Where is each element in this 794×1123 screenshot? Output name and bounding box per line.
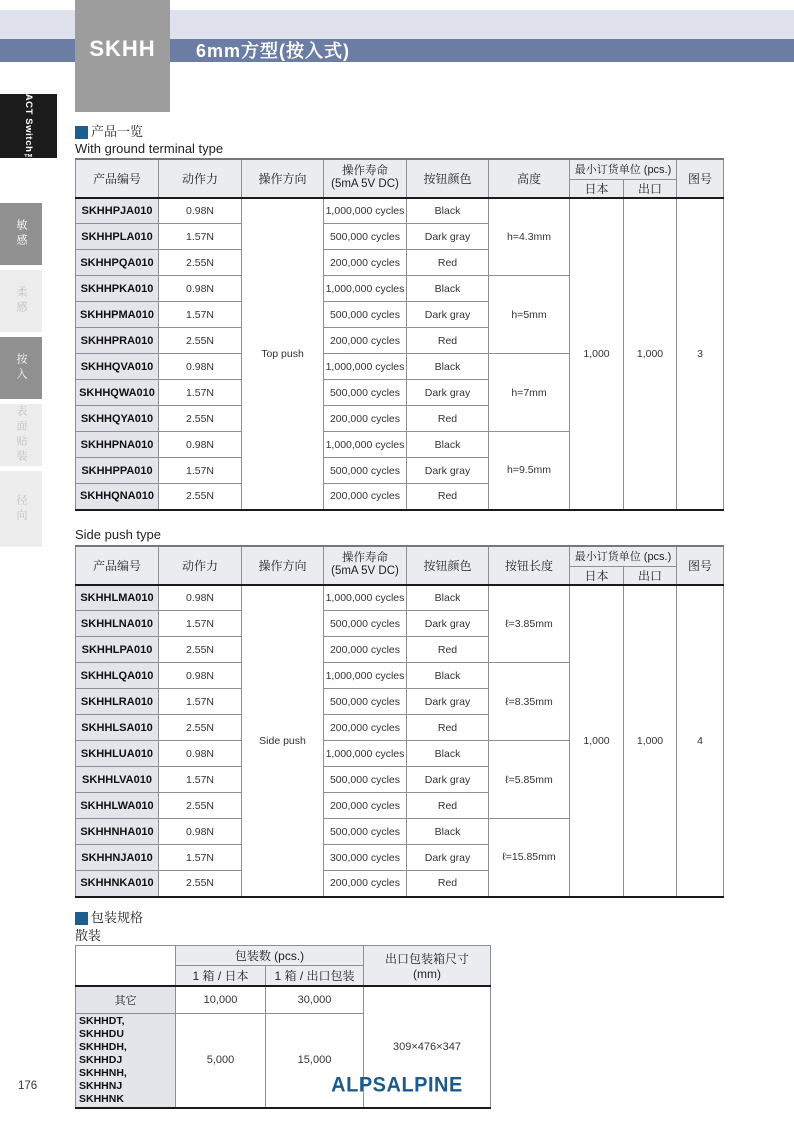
packaging-empty-header — [76, 946, 176, 987]
col-header-life: 操作寿命 (5mA 5V DC) — [324, 546, 407, 585]
life-cell: 200,000 cycles — [324, 715, 407, 741]
product-number-cell: SKHHNKA010 — [76, 871, 159, 897]
packaging-col-japan: 1 箱 / 日本 — [176, 966, 266, 987]
life-cell: 200,000 cycles — [324, 484, 407, 510]
dimension-cell: h=5mm — [489, 276, 570, 354]
color-cell: Red — [407, 328, 489, 354]
sidebar-tab-label: 表面贴装 — [15, 405, 27, 465]
col-header-japan: 日本 — [570, 179, 624, 198]
life-cell: 200,000 cycles — [324, 637, 407, 663]
color-cell: Red — [407, 715, 489, 741]
color-cell: Dark gray — [407, 302, 489, 328]
life-cell: 200,000 cycles — [324, 793, 407, 819]
min-order-export-cell: 1,000 — [624, 198, 677, 510]
figure-number-cell: 4 — [677, 585, 724, 897]
life-cell: 1,000,000 cycles — [324, 663, 407, 689]
direction-cell: Side push — [242, 585, 324, 897]
color-cell: Red — [407, 484, 489, 510]
color-cell: Black — [407, 354, 489, 380]
life-cell: 500,000 cycles — [324, 689, 407, 715]
sidebar-tab-label: 径向 — [15, 494, 27, 524]
series-box — [75, 0, 170, 112]
force-cell: 0.98N — [159, 276, 242, 302]
packaging-qty-japan: 10,000 — [176, 986, 266, 1013]
product-number-cell: SKHHPQA010 — [76, 250, 159, 276]
sidebar-tab-1[interactable] — [0, 203, 42, 265]
product-number-cell: SKHHPJA010 — [76, 198, 159, 224]
color-cell: Red — [407, 793, 489, 819]
life-cell: 500,000 cycles — [324, 224, 407, 250]
color-cell: Black — [407, 663, 489, 689]
col-header-force: 动作力 — [159, 159, 242, 198]
life-cell: 500,000 cycles — [324, 380, 407, 406]
product-number-cell: SKHHLQA010 — [76, 663, 159, 689]
color-cell: Black — [407, 585, 489, 611]
side-push-table — [75, 545, 724, 898]
life-cell: 300,000 cycles — [324, 845, 407, 871]
force-cell: 2.55N — [159, 637, 242, 663]
figure-number-cell: 3 — [677, 198, 724, 510]
life-cell: 200,000 cycles — [324, 406, 407, 432]
col-header-min-order: 最小订货单位 (pcs.) — [570, 546, 677, 566]
force-cell: 0.98N — [159, 585, 242, 611]
force-cell: 0.98N — [159, 198, 242, 224]
col-header-product-no: 产品编号 — [76, 546, 159, 585]
force-cell: 1.57N — [159, 611, 242, 637]
life-cell: 200,000 cycles — [324, 250, 407, 276]
table-row — [76, 986, 491, 1013]
bulk-subtitle: 散装 — [75, 928, 102, 943]
product-number-cell: SKHHLPA010 — [76, 637, 159, 663]
packaging-heading — [75, 911, 143, 925]
color-cell: Black — [407, 276, 489, 302]
color-cell: Black — [407, 741, 489, 767]
packaging-heading-label: 包装规格 — [91, 910, 144, 925]
color-cell: Dark gray — [407, 689, 489, 715]
ground-terminal-subtitle: With ground terminal type — [75, 141, 224, 156]
col-header-figure: 图号 — [677, 159, 724, 198]
col-header-life: 操作寿命 (5mA 5V DC) — [324, 159, 407, 198]
col-header-force: 动作力 — [159, 546, 242, 585]
min-order-export-cell: 1,000 — [624, 585, 677, 897]
force-cell: 2.55N — [159, 406, 242, 432]
force-cell: 2.55N — [159, 793, 242, 819]
color-cell: Red — [407, 406, 489, 432]
dimension-cell: ℓ=3.85mm — [489, 585, 570, 663]
life-cell: 500,000 cycles — [324, 767, 407, 793]
color-cell: Red — [407, 871, 489, 897]
col-header-figure: 图号 — [677, 546, 724, 585]
color-cell: Dark gray — [407, 611, 489, 637]
sidebar-tab-3[interactable] — [0, 337, 42, 399]
product-number-cell: SKHHPMA010 — [76, 302, 159, 328]
product-number-cell: SKHHNHA010 — [76, 819, 159, 845]
dimension-cell: ℓ=5.85mm — [489, 741, 570, 819]
force-cell: 2.55N — [159, 328, 242, 354]
life-cell: 500,000 cycles — [324, 611, 407, 637]
product-number-cell: SKHHPLA010 — [76, 224, 159, 250]
color-cell: Black — [407, 432, 489, 458]
product-number-cell: SKHHLNA010 — [76, 611, 159, 637]
product-number-cell: SKHHPNA010 — [76, 432, 159, 458]
life-cell: 1,000,000 cycles — [324, 585, 407, 611]
blue-square-icon — [75, 912, 88, 925]
color-cell: Dark gray — [407, 224, 489, 250]
force-cell: 0.98N — [159, 354, 242, 380]
packaging-qty-export: 30,000 — [266, 986, 364, 1013]
force-cell: 2.55N — [159, 250, 242, 276]
sidebar-tab-label: 按入 — [15, 353, 27, 383]
dimension-cell: h=9.5mm — [489, 432, 570, 510]
packaging-col-export: 1 箱 / 出口包装 — [266, 966, 364, 987]
packaging-box-size-header: 出口包装箱尺寸 (mm) — [364, 946, 491, 987]
life-cell: 500,000 cycles — [324, 458, 407, 484]
color-cell: Black — [407, 819, 489, 845]
force-cell: 2.55N — [159, 715, 242, 741]
life-cell: 1,000,000 cycles — [324, 276, 407, 302]
tact-switch-label: TACT Switch™ — [23, 87, 34, 165]
series-code: SKHH — [89, 36, 156, 61]
force-cell: 0.98N — [159, 741, 242, 767]
product-number-cell: SKHHPRA010 — [76, 328, 159, 354]
product-list-heading-label: 产品一览 — [91, 124, 144, 139]
dimension-cell: ℓ=15.85mm — [489, 819, 570, 897]
col-header-min-order: 最小订货单位 (pcs.) — [570, 159, 677, 179]
col-header-product-no: 产品编号 — [76, 159, 159, 198]
dimension-cell: h=4.3mm — [489, 198, 570, 276]
direction-cell: Top push — [242, 198, 324, 510]
product-number-cell: SKHHLSA010 — [76, 715, 159, 741]
product-number-cell: SKHHLVA010 — [76, 767, 159, 793]
tact-switch-category-tab[interactable] — [0, 87, 57, 165]
product-number-cell: SKHHLWA010 — [76, 793, 159, 819]
product-number-cell: SKHHPPA010 — [76, 458, 159, 484]
force-cell: 0.98N — [159, 819, 242, 845]
product-number-cell: SKHHQWA010 — [76, 380, 159, 406]
life-cell: 200,000 cycles — [324, 871, 407, 897]
force-cell: 2.55N — [159, 484, 242, 510]
dimension-cell: ℓ=8.35mm — [489, 663, 570, 741]
table-row — [76, 585, 724, 611]
packaging-box-size: 309×476×347 — [364, 986, 491, 1108]
life-cell: 500,000 cycles — [324, 302, 407, 328]
ground-terminal-table-area — [75, 158, 724, 511]
col-header-dimension: 高度 — [489, 159, 570, 198]
product-number-cell: SKHHNJA010 — [76, 845, 159, 871]
packaging-row-models: SKHHDT, SKHHDU SKHHDH, SKHHDJ SKHHNH, SKHHNJ SKHHNK — [76, 1013, 176, 1108]
sidebar-tab-2[interactable] — [0, 270, 42, 332]
page-title: 6mm方型(按入式) — [196, 41, 351, 61]
color-cell: Dark gray — [407, 458, 489, 484]
blue-square-icon — [75, 126, 88, 139]
force-cell: 1.57N — [159, 845, 242, 871]
color-cell: Black — [407, 198, 489, 224]
force-cell: 1.57N — [159, 302, 242, 328]
force-cell: 1.57N — [159, 458, 242, 484]
life-cell: 1,000,000 cycles — [324, 432, 407, 458]
color-cell: Red — [407, 250, 489, 276]
life-cell: 500,000 cycles — [324, 819, 407, 845]
alps-alpine-logo: ALPSALPINE — [331, 1073, 463, 1097]
ground-terminal-table — [75, 158, 724, 511]
force-cell: 0.98N — [159, 432, 242, 458]
col-header-export: 出口 — [624, 179, 677, 198]
sidebar-tab-label: 柔感 — [15, 286, 27, 316]
product-number-cell: SKHHQNA010 — [76, 484, 159, 510]
product-number-cell: SKHHQVA010 — [76, 354, 159, 380]
page-number: 176 — [18, 1080, 38, 1092]
product-number-cell: SKHHPKA010 — [76, 276, 159, 302]
force-cell: 1.57N — [159, 767, 242, 793]
packaging-qty-japan: 5,000 — [176, 1013, 266, 1108]
side-push-subtitle: Side push type — [75, 527, 162, 542]
life-cell: 1,000,000 cycles — [324, 741, 407, 767]
force-cell: 0.98N — [159, 663, 242, 689]
sidebar-tab-label: 敏感 — [15, 219, 27, 249]
life-cell: 1,000,000 cycles — [324, 198, 407, 224]
col-header-export: 出口 — [624, 566, 677, 585]
col-header-dimension: 按钮长度 — [489, 546, 570, 585]
min-order-japan-cell: 1,000 — [570, 585, 624, 897]
force-cell: 1.57N — [159, 380, 242, 406]
life-cell: 200,000 cycles — [324, 328, 407, 354]
table-row — [76, 198, 724, 224]
life-cell: 1,000,000 cycles — [324, 354, 407, 380]
product-number-cell: SKHHLMA010 — [76, 585, 159, 611]
packaging-qty-export: 15,000 — [266, 1013, 364, 1108]
col-header-direction: 操作方向 — [242, 546, 324, 585]
side-push-table-area — [75, 545, 724, 898]
dimension-cell: h=7mm — [489, 354, 570, 432]
sidebar-tab-5[interactable] — [0, 471, 42, 547]
packaging-row-label: 其它 — [76, 986, 176, 1013]
col-header-color: 按钮颜色 — [407, 159, 489, 198]
col-header-direction: 操作方向 — [242, 159, 324, 198]
product-number-cell: SKHHQYA010 — [76, 406, 159, 432]
col-header-japan: 日本 — [570, 566, 624, 585]
force-cell: 2.55N — [159, 871, 242, 897]
product-list-heading — [75, 125, 143, 139]
sidebar-tab-4[interactable] — [0, 404, 42, 466]
force-cell: 1.57N — [159, 224, 242, 250]
color-cell: Dark gray — [407, 845, 489, 871]
color-cell: Red — [407, 637, 489, 663]
force-cell: 1.57N — [159, 689, 242, 715]
color-cell: Dark gray — [407, 380, 489, 406]
product-number-cell: SKHHLUA010 — [76, 741, 159, 767]
product-number-cell: SKHHLRA010 — [76, 689, 159, 715]
min-order-japan-cell: 1,000 — [570, 198, 624, 510]
col-header-color: 按钮颜色 — [407, 546, 489, 585]
sidebar-tab-list — [0, 203, 42, 552]
packaging-qty-header: 包装数 (pcs.) — [176, 946, 364, 966]
color-cell: Dark gray — [407, 767, 489, 793]
